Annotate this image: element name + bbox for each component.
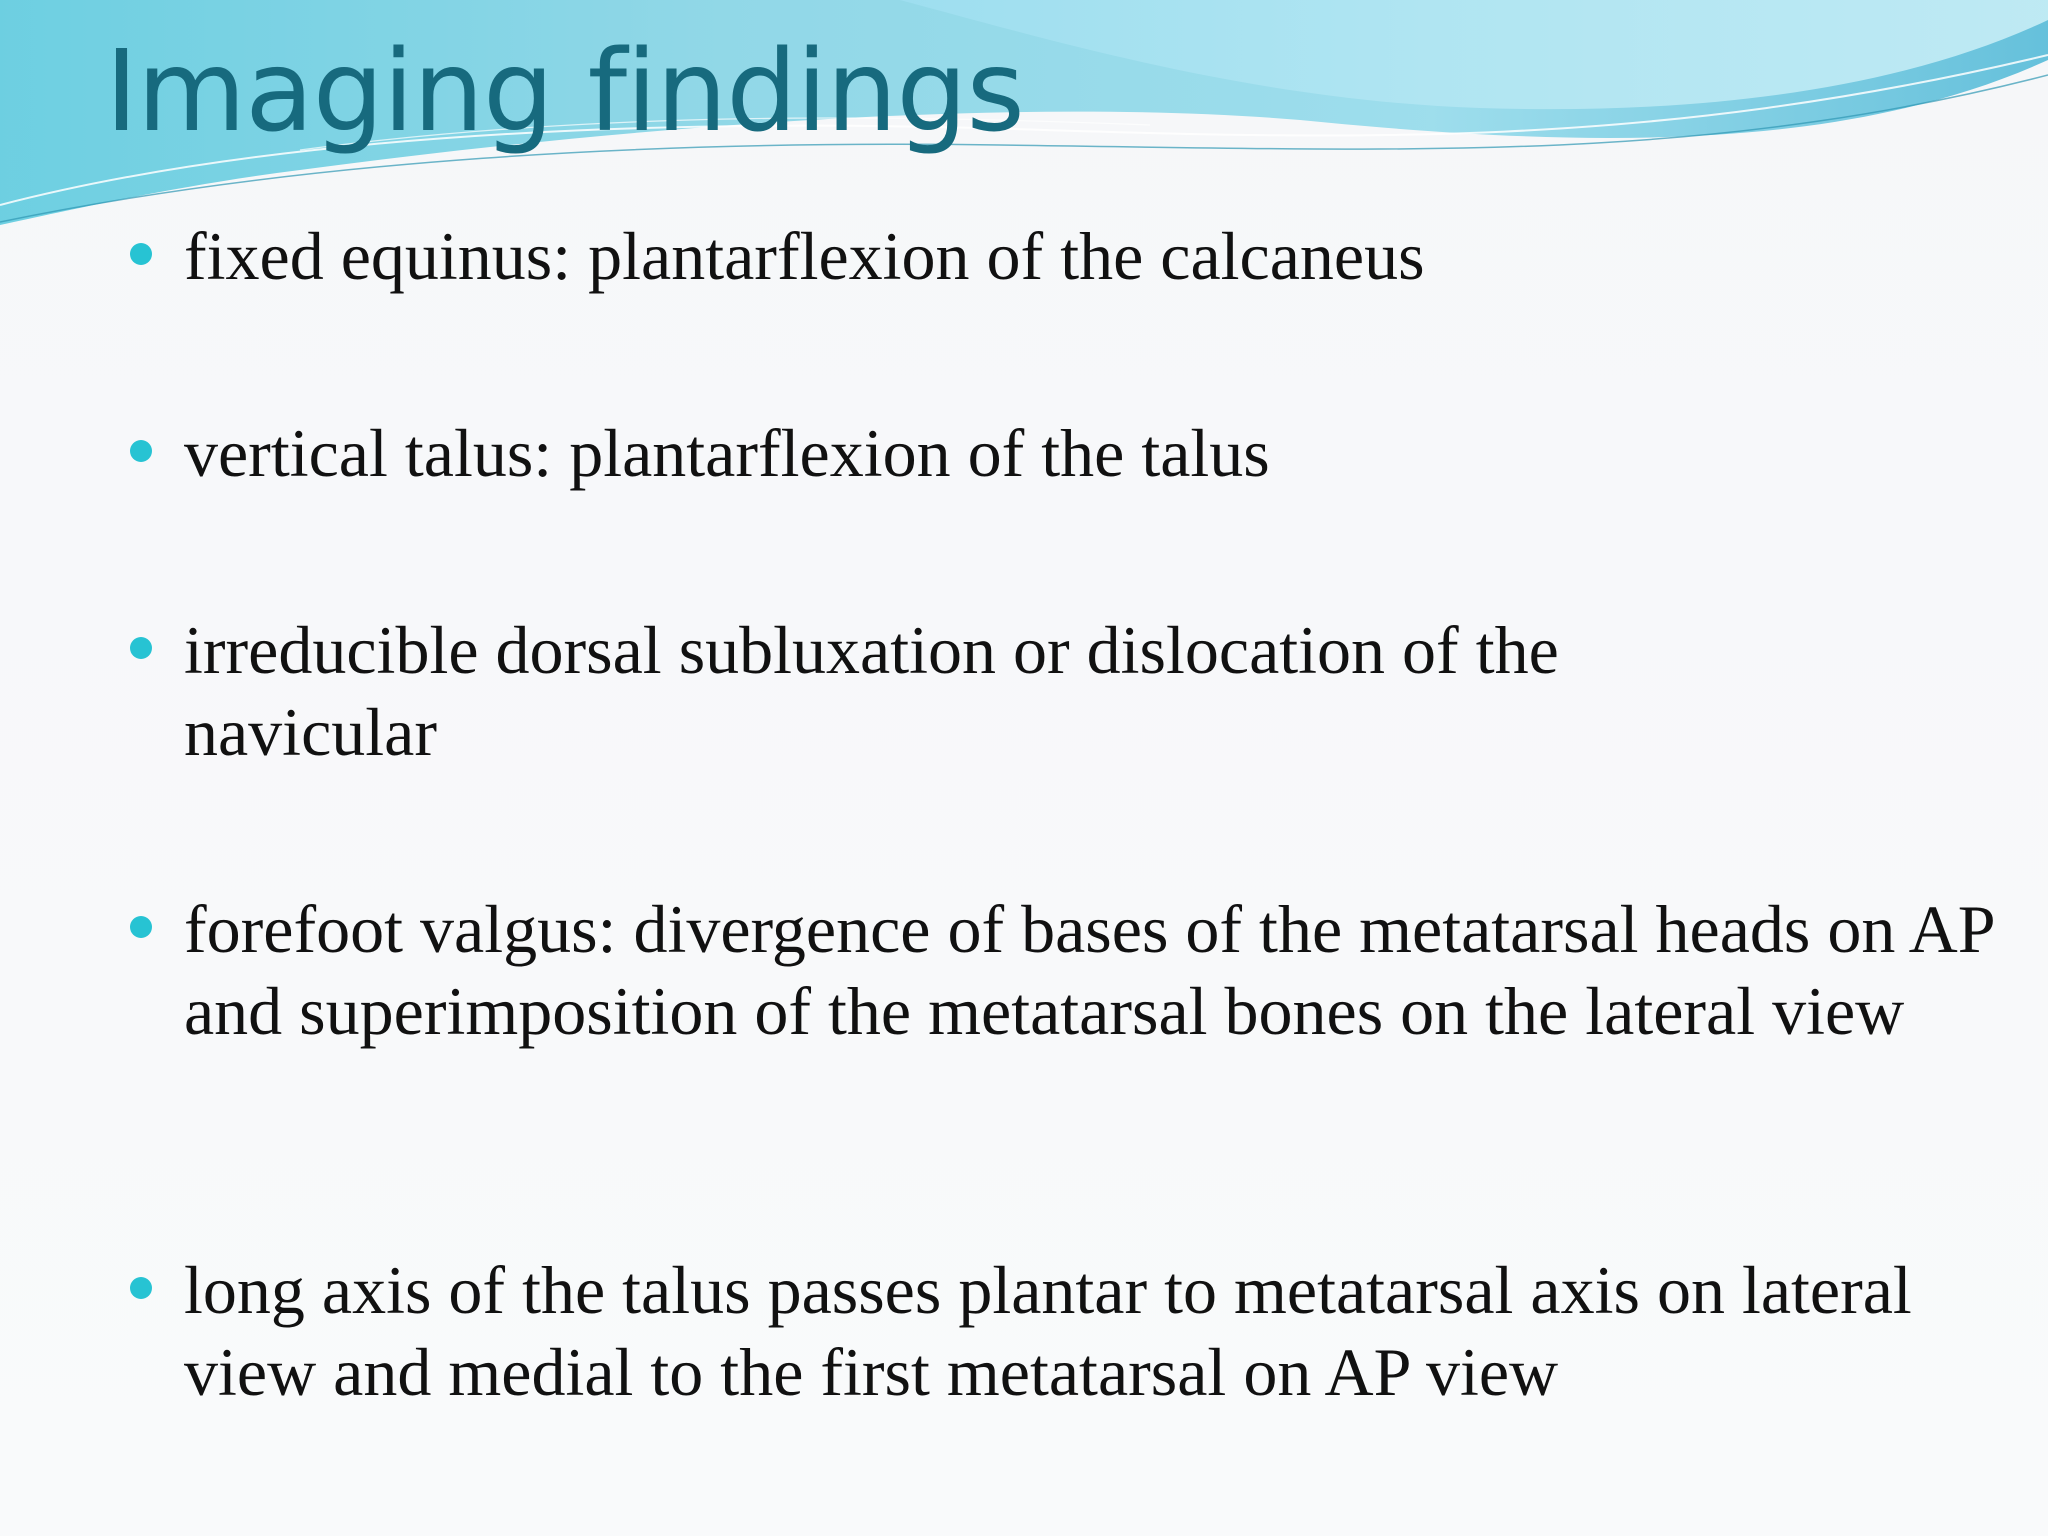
bullet-dot-icon bbox=[130, 440, 152, 462]
bullet-text: fixed equinus: plantarflexion of the calcaneus bbox=[184, 218, 1425, 294]
bullet-dot-icon bbox=[130, 637, 152, 659]
bullet-text: forefoot valgus: divergence of bases of the metatarsal heads on AP and superimposition of the metatarsal bones on the lateral view bbox=[184, 891, 1994, 1049]
slide-title: Imaging findings bbox=[105, 27, 1024, 157]
bullet-dot-icon bbox=[130, 916, 152, 938]
bullet-text: vertical talus: plantarflexion of the talus bbox=[184, 415, 1270, 491]
bullet-text: long axis of the talus passes plantar to metatarsal axis on lateral view and medial to the first metatarsal on AP view bbox=[184, 1252, 1912, 1410]
bullet-dot-icon bbox=[130, 1277, 152, 1299]
bullet-text: irreducible dorsal subluxation or dislocation of the navicular bbox=[184, 612, 1559, 770]
bullet-dot-icon bbox=[130, 243, 152, 265]
